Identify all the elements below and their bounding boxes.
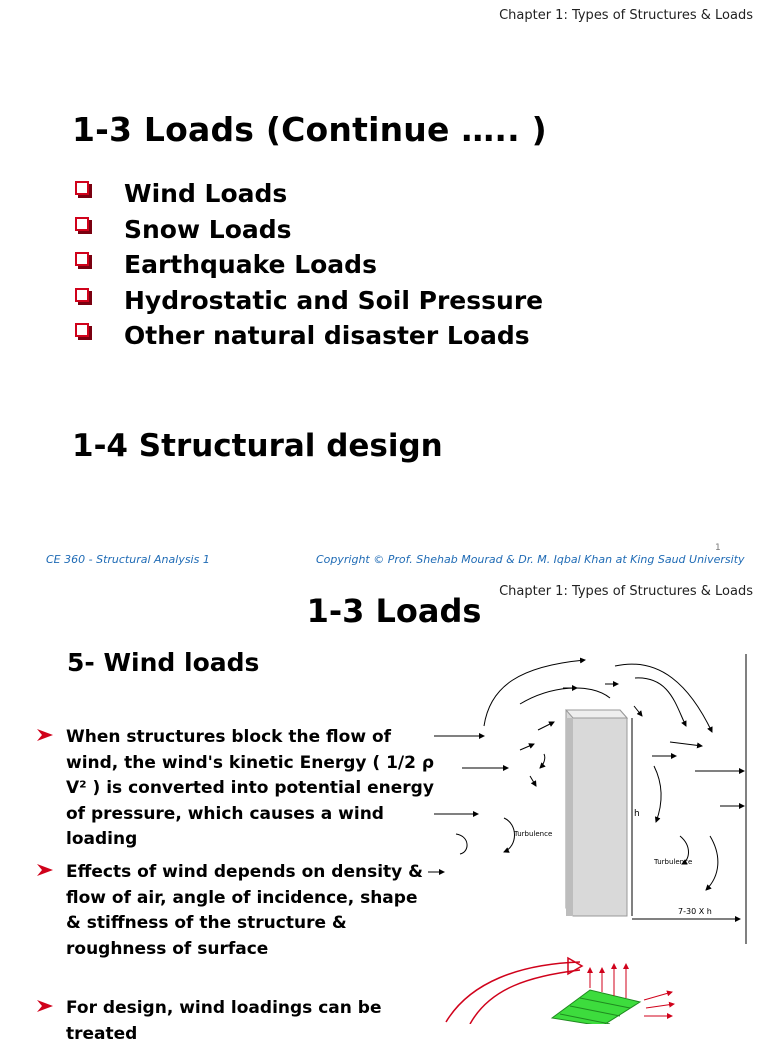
section-heading: 1-4 Structural design [72,428,443,464]
slide-2 [0,576,768,1044]
distance-label: 7-30 X h [678,907,712,916]
slide-title: 1-3 Loads [306,592,482,630]
paragraph: Effects of wind depends on density & flow of air, angle of incidence, shape & stiffness of the structure & roughness of surface [66,862,423,959]
copyright-footer: Copyright © Prof. Shehab Mourad & Dr. M. Iqbal Khan at King Saud University [316,553,745,566]
height-label: h [634,809,640,819]
paragraph: For design, wind loadings can be treated [66,998,382,1044]
red-arrow-bullet-icon [36,863,54,877]
list-item: Earthquake Loads [72,247,543,283]
checkbox-bullet-icon [75,252,89,266]
turbulence-left-label: Turbulence [514,830,553,838]
list-item: Wind Loads [72,176,543,212]
checkbox-bullet-icon [75,288,89,302]
wind-flow-diagram [420,646,755,946]
checkbox-bullet-icon [75,181,89,195]
checkbox-bullet-icon [75,217,89,231]
page-number: 1 [715,543,721,553]
slide-subtitle: 5- Wind loads [67,648,260,677]
chapter-header: Chapter 1: Types of Structures & Loads [499,584,753,599]
house-wind-diagram [440,954,730,1024]
red-arrow-bullet-icon [36,999,54,1013]
red-arrow-bullet-icon [36,728,54,742]
list-item: Other natural disaster Loads [72,318,543,354]
paragraph: When structures block the flow of wind, the wind's kinetic Energy ( 1/2 ρ V² ) is converted into potential energy of pressure, which causes a wind loading [66,727,435,849]
list-item: Hydrostatic and Soil Pressure [72,283,543,319]
course-footer: CE 360 - Structural Analysis 1 [46,553,210,566]
list-item: Snow Loads [72,212,543,248]
load-types-list [72,176,543,354]
checkbox-bullet-icon [75,323,89,337]
slide-title: 1-3 Loads (Continue ….. ) [72,110,547,149]
chapter-header: Chapter 1: Types of Structures & Loads [499,8,753,23]
turbulence-right-label: Turbulence [654,858,693,866]
